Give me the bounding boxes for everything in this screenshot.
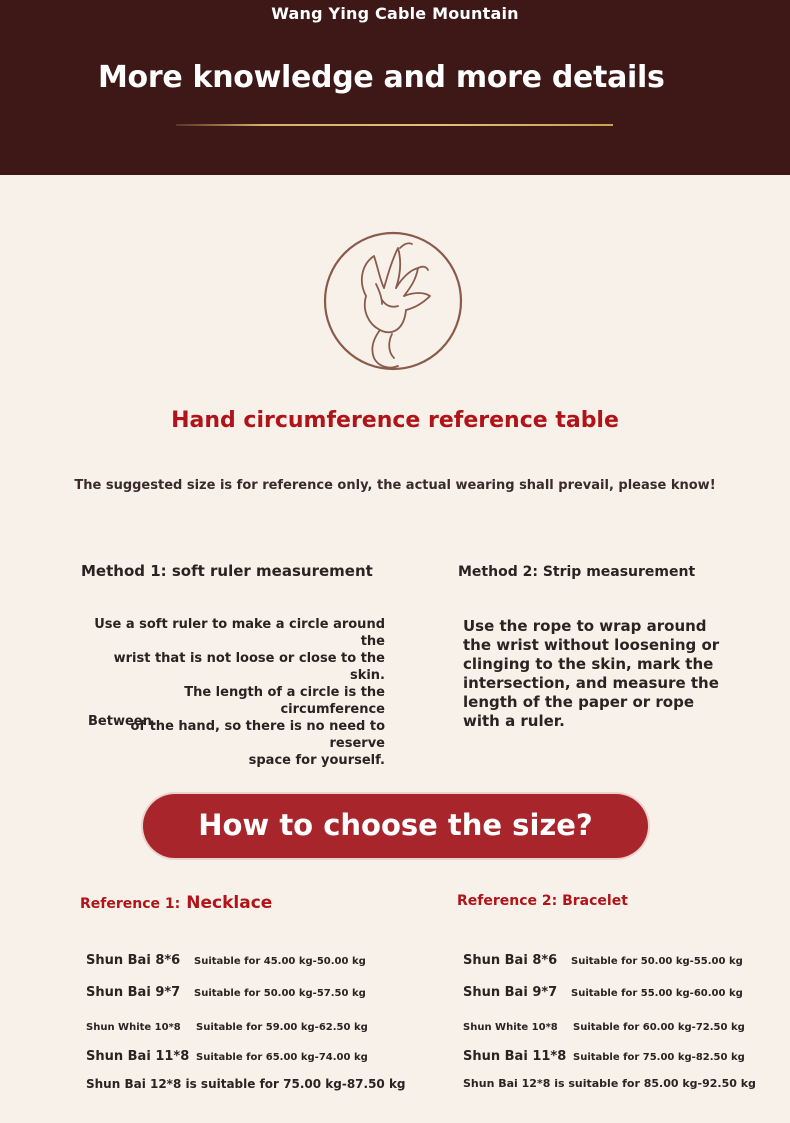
- method2-line: the wrist without loosening or: [463, 636, 720, 654]
- reference2-row: [463, 1015, 745, 1034]
- method1-tail: Between.: [88, 714, 157, 729]
- method1-title: Method 1: soft ruler measurement: [81, 562, 373, 580]
- method1-line: Use a soft ruler to make a circle around the: [94, 617, 385, 649]
- choose-size-banner: [143, 794, 648, 858]
- weight-range: Suitable for 60.00 kg-72.50 kg: [573, 1022, 745, 1033]
- reference2-last-row: Shun Bai 12*8 is suitable for 85.00 kg-92.50 kg: [463, 1077, 756, 1090]
- method2-line: with a ruler.: [463, 712, 565, 730]
- header-banner: [0, 0, 790, 175]
- reference1-row: [86, 949, 366, 968]
- weight-range: Suitable for 65.00 kg-74.00 kg: [196, 1052, 368, 1063]
- reference1-row: [86, 981, 366, 1000]
- method1-line: wrist that is not loose or close to the skin.: [113, 651, 385, 683]
- weight-range: Suitable for 50.00 kg-55.00 kg: [571, 956, 743, 967]
- method2-title: Method 2: Strip measurement: [458, 564, 696, 580]
- size-name: Shun Bai 8*6: [463, 953, 558, 968]
- reference2-row: [463, 981, 743, 1000]
- weight-range: Suitable for 55.00 kg-60.00 kg: [571, 988, 743, 999]
- reference-table-title: Hand circumference reference table: [171, 408, 619, 433]
- weight-range: Suitable for 45.00 kg-50.00 kg: [194, 956, 366, 967]
- reference1-item: Necklace: [186, 893, 273, 913]
- size-name: Shun Bai 8*6: [86, 953, 181, 968]
- headline: More knowledge and more details: [98, 60, 665, 95]
- method1-line: of the hand, so there is no need to reserve: [130, 719, 385, 751]
- size-name: Shun White 10*8: [86, 1022, 181, 1033]
- choose-size-title: How to choose the size?: [198, 808, 593, 842]
- reference1-label: Reference 1:: [80, 896, 181, 912]
- method2-description: [463, 617, 763, 731]
- reference1-row: [86, 1015, 368, 1034]
- method1-description: [81, 616, 385, 769]
- buddha-hand-mudra-icon: [318, 226, 468, 376]
- reference1-last-row: Shun Bai 12*8 is suitable for 75.00 kg-87.50 kg: [86, 1077, 406, 1091]
- method1-line: The length of a circle is the circumference: [184, 685, 385, 717]
- reference2-title: Reference 2: Bracelet: [457, 893, 628, 909]
- brand-name: Wang Ying Cable Mountain: [271, 4, 519, 23]
- reference1-title: [80, 893, 272, 913]
- weight-range: Suitable for 50.00 kg-57.50 kg: [194, 988, 366, 999]
- weight-range: Suitable for 59.00 kg-62.50 kg: [196, 1022, 368, 1033]
- reference2-row: [463, 1045, 745, 1064]
- method1-line: space for yourself.: [248, 753, 385, 768]
- method2-line: intersection, and measure the: [463, 674, 719, 692]
- method2-line: Use the rope to wrap around: [463, 617, 707, 635]
- size-notice: The suggested size is for reference only, the actual wearing shall prevail, please know!: [74, 478, 716, 493]
- reference1-row: [86, 1045, 368, 1064]
- weight-range: Suitable for 75.00 kg-82.50 kg: [573, 1052, 745, 1063]
- size-name: Shun Bai 9*7: [86, 985, 181, 1000]
- size-name: Shun White 10*8: [463, 1022, 558, 1033]
- gold-divider: [176, 124, 613, 126]
- size-name: Shun Bai 9*7: [463, 985, 558, 1000]
- method2-line: length of the paper or rope: [463, 693, 695, 711]
- size-name: Shun Bai 11*8: [463, 1049, 567, 1064]
- method2-line: clinging to the skin, mark the: [463, 655, 714, 673]
- reference2-row: [463, 949, 743, 968]
- size-name: Shun Bai 11*8: [86, 1049, 190, 1064]
